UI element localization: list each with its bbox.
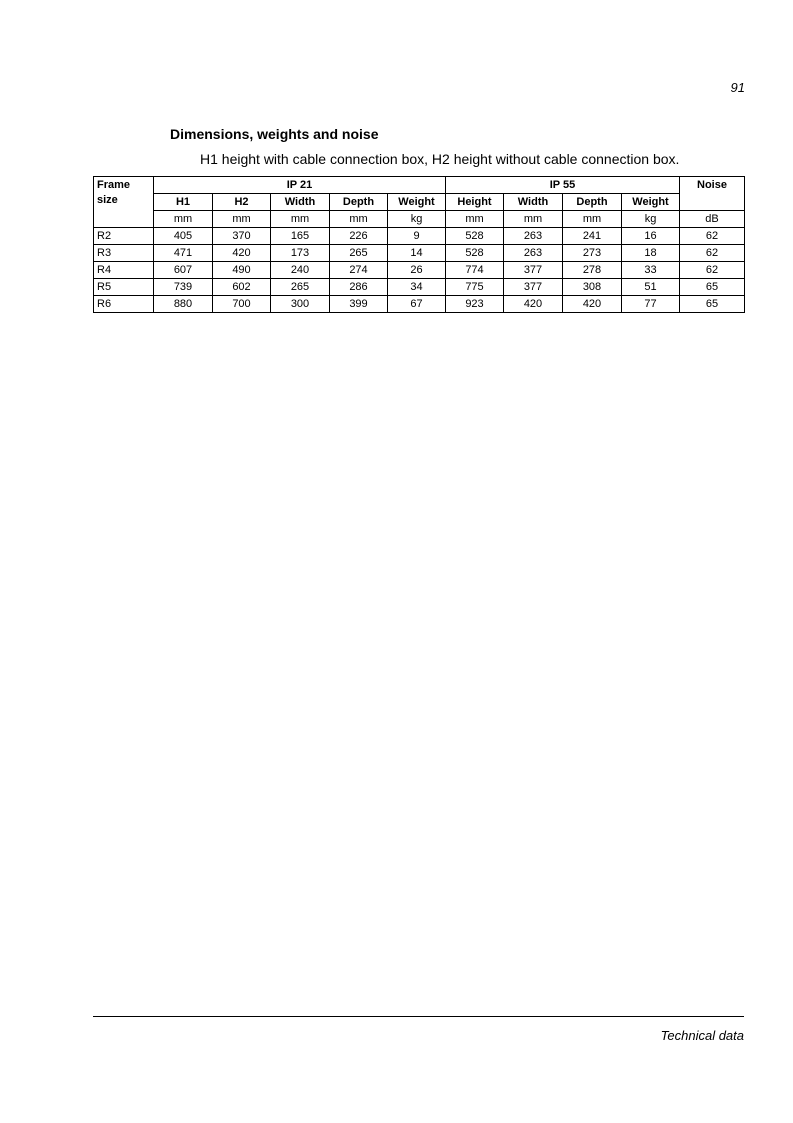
table-cell: 377 (504, 262, 563, 279)
page-number: 91 (730, 80, 745, 95)
table-cell: 377 (504, 279, 563, 296)
table-row (94, 228, 745, 245)
footer-divider (93, 1016, 744, 1017)
table-header-row-1 (94, 177, 745, 194)
unit-cell: mm (154, 211, 213, 228)
unit-cell: mm (271, 211, 330, 228)
table-cell: 528 (446, 228, 504, 245)
ip21-group-header: IP 21 (154, 177, 446, 194)
table-cell: 286 (330, 279, 388, 296)
frame-size-header: Frame size (94, 177, 154, 228)
table-cell: 370 (213, 228, 271, 245)
table-cell: 173 (271, 245, 330, 262)
table-cell: 420 (504, 296, 563, 313)
frame-size-cell: R6 (94, 296, 154, 313)
table-header-row-2 (94, 194, 745, 211)
table-cell: 67 (388, 296, 446, 313)
table-cell: 300 (271, 296, 330, 313)
table-cell: 739 (154, 279, 213, 296)
footer-chapter-title: Technical data (660, 1028, 744, 1043)
table-cell: 775 (446, 279, 504, 296)
section-title: Dimensions, weights and noise (170, 126, 379, 142)
table-cell: 62 (680, 228, 745, 245)
table-body (94, 228, 745, 313)
table-cell: 420 (563, 296, 622, 313)
unit-cell: dB (680, 211, 745, 228)
table-cell: 278 (563, 262, 622, 279)
column-header: Width (504, 194, 563, 211)
table-row (94, 296, 745, 313)
table-cell: 528 (446, 245, 504, 262)
table-cell: 602 (213, 279, 271, 296)
table-cell: 33 (622, 262, 680, 279)
frame-size-cell: R2 (94, 228, 154, 245)
unit-cell: kg (388, 211, 446, 228)
noise-header: Noise (680, 177, 745, 211)
table-cell: 273 (563, 245, 622, 262)
table-row (94, 245, 745, 262)
table-cell: 65 (680, 296, 745, 313)
table-cell: 263 (504, 245, 563, 262)
unit-cell: kg (622, 211, 680, 228)
table-cell: 490 (213, 262, 271, 279)
table-cell: 923 (446, 296, 504, 313)
unit-cell: mm (330, 211, 388, 228)
unit-cell: mm (504, 211, 563, 228)
table-cell: 471 (154, 245, 213, 262)
column-header: Depth (563, 194, 622, 211)
table-cell: 265 (330, 245, 388, 262)
table-cell: 62 (680, 262, 745, 279)
table-cell: 9 (388, 228, 446, 245)
table-cell: 65 (680, 279, 745, 296)
column-header: Depth (330, 194, 388, 211)
column-header: Width (271, 194, 330, 211)
table-cell: 607 (154, 262, 213, 279)
table-cell: 241 (563, 228, 622, 245)
table-cell: 18 (622, 245, 680, 262)
table-cell: 399 (330, 296, 388, 313)
table-cell: 165 (271, 228, 330, 245)
table-cell: 405 (154, 228, 213, 245)
table-cell: 62 (680, 245, 745, 262)
frame-size-cell: R5 (94, 279, 154, 296)
table-row (94, 262, 745, 279)
unit-cell: mm (563, 211, 622, 228)
table-cell: 240 (271, 262, 330, 279)
table-cell: 77 (622, 296, 680, 313)
unit-cell: mm (213, 211, 271, 228)
table-cell: 226 (330, 228, 388, 245)
table-units-row (94, 211, 745, 228)
column-header: H1 (154, 194, 213, 211)
ip55-group-header: IP 55 (446, 177, 680, 194)
table-cell: 274 (330, 262, 388, 279)
frame-size-cell: R3 (94, 245, 154, 262)
table-cell: 265 (271, 279, 330, 296)
table-row (94, 279, 745, 296)
table-cell: 263 (504, 228, 563, 245)
table-cell: 14 (388, 245, 446, 262)
table-cell: 16 (622, 228, 680, 245)
table-cell: 308 (563, 279, 622, 296)
table-cell: 51 (622, 279, 680, 296)
table-cell: 880 (154, 296, 213, 313)
dimensions-table (93, 176, 745, 313)
section-subtitle: H1 height with cable connection box, H2 height without cable connection box. (200, 151, 680, 167)
column-header: Weight (622, 194, 680, 211)
table-cell: 26 (388, 262, 446, 279)
table-cell: 774 (446, 262, 504, 279)
column-header: H2 (213, 194, 271, 211)
frame-size-cell: R4 (94, 262, 154, 279)
unit-cell: mm (446, 211, 504, 228)
table-cell: 700 (213, 296, 271, 313)
column-header: Height (446, 194, 504, 211)
table-cell: 420 (213, 245, 271, 262)
column-header: Weight (388, 194, 446, 211)
table-cell: 34 (388, 279, 446, 296)
